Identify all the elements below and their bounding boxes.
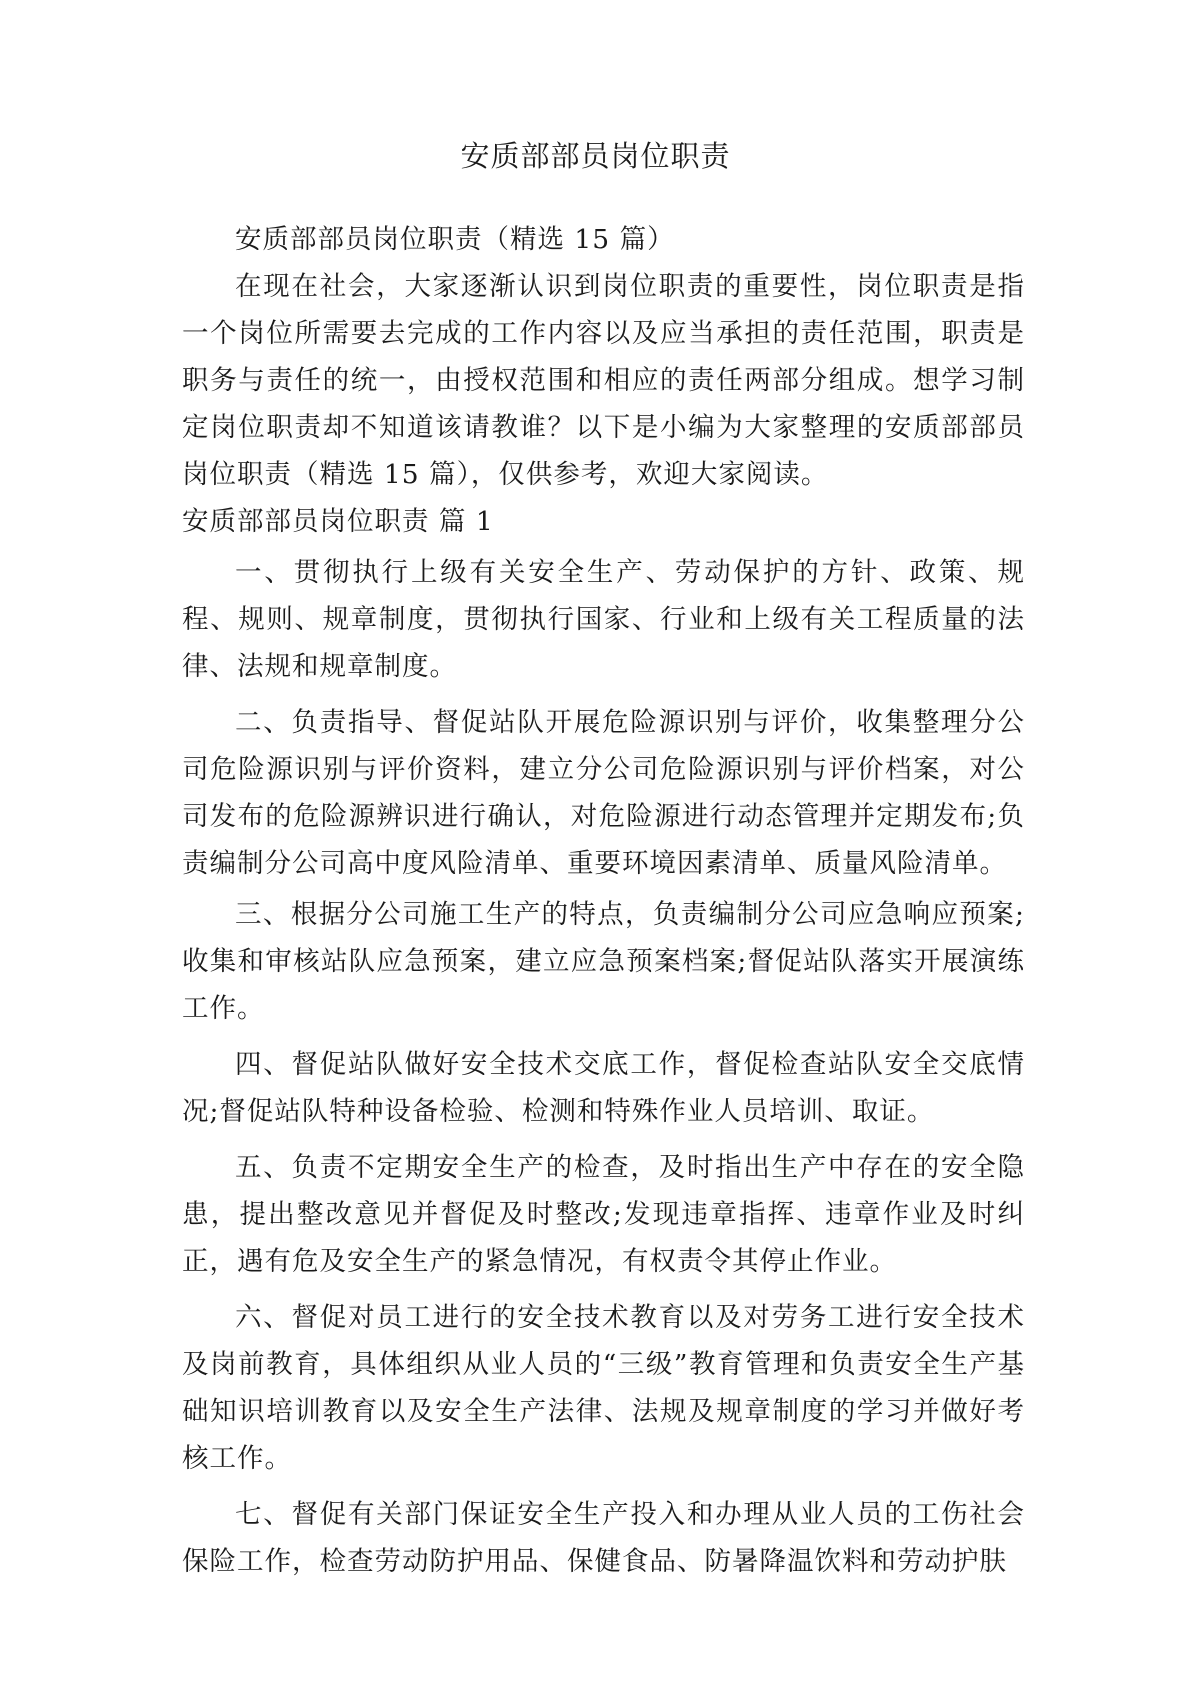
paragraph-item-5: 五、负责不定期安全生产的检查，及时指出生产中存在的安全隐患，提出整改意见并督促及时整改;发现违章指挥、违章作业及时纠正，遇有危及安全生产的紧急情况，有权责令其停止作业。 xyxy=(182,1152,1025,1277)
section-heading: 安质部部员岗位职责 篇 1 xyxy=(182,506,494,537)
paragraph-item-2: 二、负责指导、督促站队开展危险源识别与评价，收集整理分公司危险源识别与评价资料，建立分公司危险源识别与评价档案，对公司发布的危险源辨识进行确认，对危险源进行动态管理并定期发布;负责编制分公司高中度风险清单、重要环境因素清单、质量风险清单。 xyxy=(182,707,1025,879)
paragraph-item-4: 四、督促站队做好安全技术交底工作，督促检查站队安全交底情况;督促站队特种设备检验、检测和特殊作业人员培训、取证。 xyxy=(182,1049,1025,1127)
document-subtitle: 安质部部员岗位职责（精选 15 篇） xyxy=(235,224,675,255)
paragraph-item-6: 六、督促对员工进行的安全技术教育以及对劳务工进行安全技术及岗前教育，具体组织从业人员的“三级”教育管理和负责安全生产基础知识培训教育以及安全生产法律、法规及规章制度的学习并做好考核工作。 xyxy=(182,1302,1025,1474)
document-body xyxy=(182,216,1025,1585)
paragraph-item-7: 七、督促有关部门保证安全生产投入和办理从业人员的工伤社会保险工作，检查劳动防护用品、保健食品、防暑降温饮料和劳动护肤 xyxy=(182,1499,1025,1577)
intro-paragraph: 在现在社会，大家逐渐认识到岗位职责的重要性，岗位职责是指一个岗位所需要去完成的工作内容以及应当承担的责任范围，职责是职务与责任的统一，由授权范围和相应的责任两部分组成。想学习制定岗位职责却不知道该请教谁？以下是小编为大家整理的安质部部员岗位职责（精选 15 篇），仅供参考，欢迎大家阅读。 xyxy=(182,271,1025,490)
paragraph-item-1: 一、贯彻执行上级有关安全生产、劳动保护的方针、政策、规程、规则、规章制度，贯彻执行国家、行业和上级有关工程质量的法律、法规和规章制度。 xyxy=(182,557,1025,682)
document-title: 安质部部员岗位职责 xyxy=(460,139,731,173)
paragraph-item-3: 三、根据分公司施工生产的特点，负责编制分公司应急响应预案;收集和审核站队应急预案，建立应急预案档案;督促站队落实开展演练工作。 xyxy=(182,899,1025,1024)
